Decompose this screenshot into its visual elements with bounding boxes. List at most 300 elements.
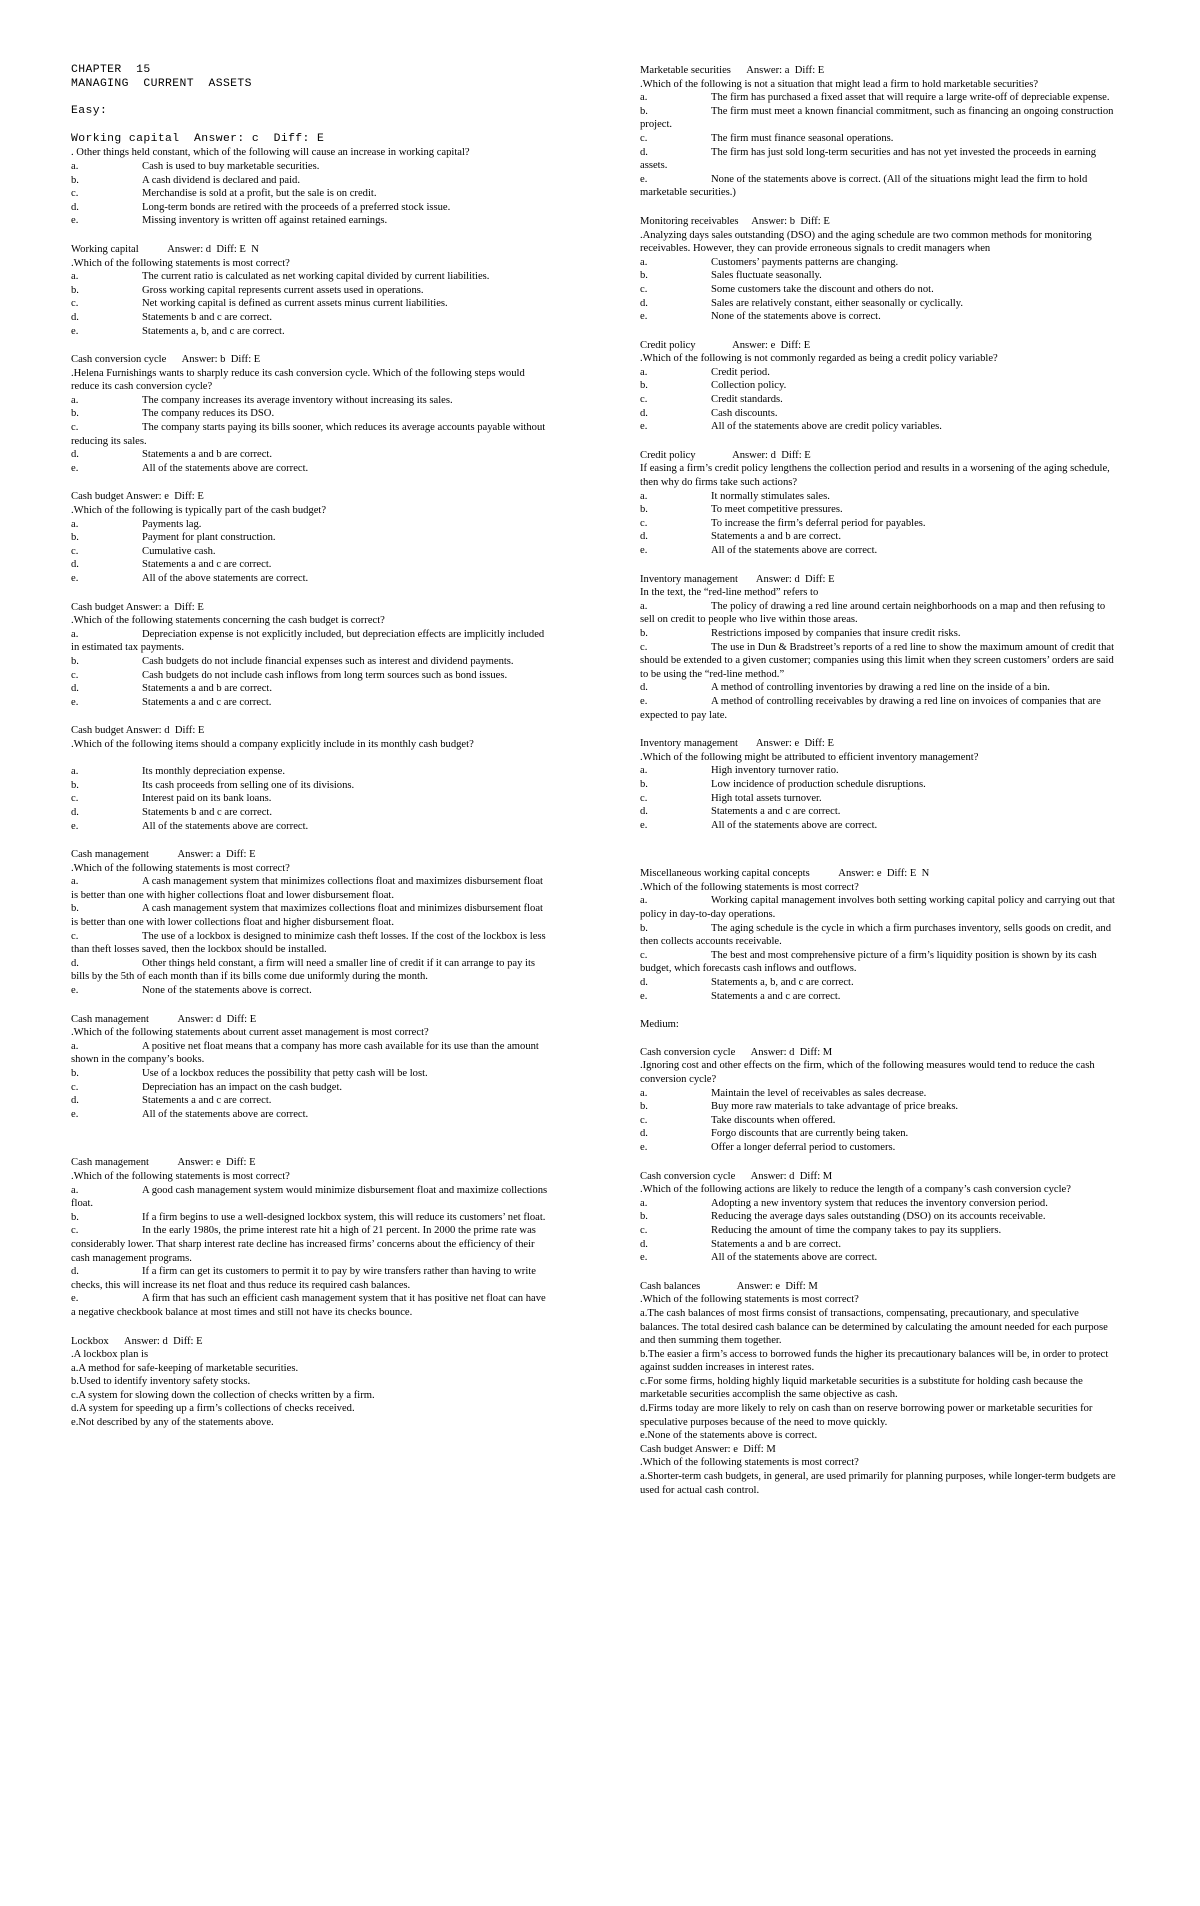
answer-option [640,1087,1120,1101]
question-block [71,848,551,998]
question-stem: .Which of the following statements is most correct? [640,1294,859,1306]
option-text: The company increases its average inventory without increasing its sales. [142,394,453,406]
option-text: A good cash management system would minimize disbursement float and maximize collections float. [71,1184,548,1210]
question-meta: Miscellaneous working capital concepts Answer: e Diff: E N [640,868,930,880]
question-block [71,353,551,475]
option-text: A method of controlling inventories by drawing a red line on the inside of a bin. [711,682,1050,694]
option-letter: c. [71,1389,79,1401]
answer-option [640,1141,1120,1155]
level-easy-heading: Easy: [71,105,108,118]
option-letter: a. [640,600,648,612]
answer-option [71,1094,551,1108]
answer-option [640,922,1120,949]
answer-option [640,695,1120,722]
option-letter: c. [71,1081,79,1093]
option-text: Missing inventory is written off against retained earnings. [142,215,388,227]
option-text: Statements a and c are correct. [711,990,841,1002]
option-letter: a. [71,1040,79,1052]
option-letter: b. [71,284,79,296]
question-meta: Cash budget Answer: a Diff: E [71,601,204,613]
question-stem: .Which of the following items should a company explicitly include in its monthly cash budget? [71,738,474,750]
option-letter: e. [640,311,648,323]
answer-option [71,462,551,476]
answer-option [71,1067,551,1081]
option-text: Sales are relatively constant, either seasonally or cyclically. [711,297,963,309]
chapter-title: MANAGING CURRENT ASSETS [71,77,252,90]
option-text: Some customers take the discount and others do not. [711,283,934,295]
answer-option [71,1081,551,1095]
answer-option [640,297,1120,311]
right-question-list [640,64,1120,1497]
option-text: In the early 1980s, the prime interest rate hit a high of 21 percent. In 2000 the prime rate was considerably lower. That sharp interest rate decline has increased firms’ concerns about the efficiency of their cash management programs. [71,1225,536,1264]
option-letter: e. [640,421,648,433]
option-letter: a. [640,92,648,104]
option-text: Used to identify inventory safety stocks. [78,1376,251,1388]
option-text: All of the statements above are correct. [142,820,309,832]
option-text: A system for speeding up a firm’s collections of checks received. [78,1403,355,1415]
option-letter: a. [71,876,79,888]
question-block [640,1280,1120,1443]
question-block [71,133,551,228]
option-letter: e. [71,573,79,584]
option-letter: c. [640,132,648,144]
question-block [71,1156,551,1319]
option-letter: d. [640,1403,648,1415]
answer-option [71,1265,551,1292]
option-letter: c. [71,188,79,200]
answer-option [71,669,551,683]
option-letter: b. [640,1211,648,1223]
answer-option [71,1402,551,1416]
option-letter: e. [640,1430,648,1442]
answer-option [640,1100,1120,1114]
answer-option [640,517,1120,531]
option-text: The company reduces its DSO. [142,408,275,420]
option-letter: c. [640,517,648,529]
option-letter: c. [640,283,648,295]
question-block [71,724,551,833]
answer-option [640,1224,1120,1238]
option-text: All of the statements above are correct. [142,462,309,474]
option-text: Statements a and c are correct. [142,559,272,571]
question-meta: Cash budget Answer: e Diff: E [71,491,204,503]
option-text: Statements a and c are correct. [711,806,841,818]
answer-option [640,949,1120,976]
answer-option [71,1292,551,1319]
answer-option [640,379,1120,393]
option-text: High inventory turnover ratio. [711,765,839,777]
option-letter: e. [71,985,79,997]
option-letter: c. [71,422,79,434]
option-letter: c. [71,793,79,805]
answer-option [71,696,551,710]
answer-option [640,778,1120,792]
answer-option [71,311,551,325]
answer-option [640,1238,1120,1252]
answer-option [640,91,1120,105]
answer-option [71,875,551,902]
question-meta: Cash conversion cycle Answer: d Diff: M [640,1170,833,1182]
question-block [640,449,1120,558]
question-stem: .Helena Furnishings wants to sharply reduce its cash conversion cycle. Which of the following steps would reduce its cash conversion cycle? [71,367,525,393]
option-letter: c. [71,930,79,942]
answer-option [640,641,1120,682]
option-letter: b. [640,778,648,790]
option-text: The firm must finance seasonal operations. [711,132,894,144]
option-letter: b. [71,903,79,915]
option-text: Payments lag. [142,518,202,530]
option-letter: a. [71,1362,79,1374]
answer-option [71,902,551,929]
answer-option [71,531,551,545]
option-text: All of the above statements are correct. [142,573,309,584]
question-meta: Cash management Answer: e Diff: E [71,1157,256,1169]
question-stem: In the text, the “red-line method” refers to [640,587,819,599]
option-text: A positive net float means that a company has more cash available for its use than the amount shown in the company’s books. [71,1040,539,1066]
question-stem: If easing a firm’s credit policy lengthens the collection period and results in a worsening of the aging schedule, then why do firms take such actions? [640,463,1110,489]
option-text: Net working capital is defined as current assets minus current liabilities. [142,298,448,310]
answer-option [71,655,551,669]
answer-option [71,394,551,408]
option-letter: a. [640,490,648,502]
answer-option [640,146,1120,173]
option-text: The best and most comprehensive picture of a firm’s liquidity position is shown by its cash budget, which forecasts cash inflows and outflows. [640,949,1097,975]
option-text: Statements a and c are correct. [142,1095,272,1107]
option-text: Merchandise is sold at a profit, but the sale is on credit. [142,188,377,200]
question-meta: Monitoring receivables Answer: b Diff: E [640,215,830,227]
option-text: Credit period. [711,366,770,378]
right-column [640,64,1120,1512]
question-block [640,1046,1120,1155]
option-letter: b. [640,922,648,934]
option-letter: e. [71,820,79,832]
option-letter: b. [640,1101,648,1113]
answer-option [640,990,1120,1004]
option-letter: b. [640,504,648,516]
question-stem: .Which of the following actions are likely to reduce the length of a company’s cash conversion cycle? [640,1184,1071,1196]
option-text: Sales fluctuate seasonally. [711,270,822,282]
option-letter: a. [640,1197,648,1209]
answer-option [71,160,551,174]
option-letter: e. [71,462,79,474]
spacer [640,847,1120,867]
answer-option [71,297,551,311]
option-letter: d. [71,311,79,323]
option-text: The use of a lockbox is designed to minimize cash theft losses. If the cost of the lockbox is less than theft losses saved, then the lockbox should be installed. [71,930,546,956]
answer-option [71,682,551,696]
option-text: Buy more raw materials to take advantage of price breaks. [711,1101,959,1113]
option-letter: d. [640,407,648,419]
answer-option [640,1348,1120,1375]
option-letter: b. [640,270,648,282]
question-block [71,601,551,710]
option-text: The company starts paying its bills sooner, which reduces its average accounts payable without reducing its sales. [71,422,546,447]
question-meta: Cash budget Answer: e Diff: M [640,1443,776,1455]
answer-option [71,558,551,572]
answer-option [640,1210,1120,1224]
option-letter: a. [640,1471,648,1483]
option-letter: c. [640,1224,648,1236]
question-block [640,339,1120,434]
answer-option [640,530,1120,544]
option-letter: e. [71,696,79,708]
option-letter: e. [640,1252,648,1264]
answer-option [640,490,1120,504]
option-text: Use of a lockbox reduces the possibility that petty cash will be lost. [142,1068,428,1079]
option-letter: b. [640,380,648,392]
option-letter: d. [71,201,79,213]
option-letter: b. [71,1211,79,1223]
level-medium-heading: Medium: [640,1019,679,1031]
answer-option [640,819,1120,833]
question-meta: Credit policy Answer: e Diff: E [640,339,811,351]
option-text: Firms today are more likely to rely on cash than on reserve borrowing power or marketable securities for speculative purposes because of the need to move quickly. [640,1403,1093,1428]
option-text: Take discounts when offered. [711,1114,836,1126]
question-stem: .Which of the following statements is most correct? [640,881,859,893]
option-letter: c. [71,298,79,310]
option-text: The firm has purchased a fixed asset that will require a large write-off of depreciable expense. [711,92,1110,104]
option-letter: e. [640,1141,648,1153]
answer-option [71,820,551,834]
question-block [640,1443,1120,1497]
option-letter: d. [71,449,79,461]
answer-option [640,310,1120,324]
option-text: Depreciation expense is not explicitly included, but depreciation effects are implicitly included in estimated tax payments. [71,628,545,654]
option-letter: d. [71,1266,79,1278]
option-letter: b. [71,1068,79,1079]
option-letter: a. [71,1184,79,1196]
option-letter: a. [640,1307,648,1319]
option-text: Collection policy. [711,380,787,392]
answer-option [640,1127,1120,1141]
option-text: Adopting a new inventory system that reduces the inventory conversion period. [711,1197,1048,1209]
option-letter: e. [640,173,648,185]
option-text: Statements b and c are correct. [142,806,273,818]
answer-option [71,421,551,448]
answer-option [71,545,551,559]
question-block [640,1170,1120,1265]
option-text: To meet competitive pressures. [711,504,843,516]
option-letter: e. [640,819,648,831]
option-letter: c. [71,669,79,681]
question-stem: .Which of the following statements is most correct? [71,862,290,874]
answer-option [640,1307,1120,1348]
option-letter: a. [71,160,79,172]
question-stem: .Which of the following is not a situation that might lead a firm to hold marketable securities? [640,78,1039,90]
option-letter: e. [640,545,648,556]
option-text: Working capital management involves both setting working capital policy and carrying out that policy in day-to-day operations. [640,895,1115,921]
option-text: The firm must meet a known financial commitment, such as financing an ongoing construction project. [640,105,1114,131]
question-meta: Inventory management Answer: d Diff: E [640,573,835,585]
option-letter: e. [71,215,79,227]
option-letter: a. [640,366,648,378]
option-text: The cash balances of most firms consist of transactions, compensating, precautionary, and speculative balances. The total desired cash balance can be determined by calculating the amount needed for each purpose and then summing them together. [640,1307,1108,1347]
answer-option [640,1429,1120,1443]
option-text: Shorter-term cash budgets, in general, are used primarily for planning purposes, while longer-term budgets are used for actual cash control. [640,1471,1116,1496]
option-text: A firm that has such an efficient cash management system that it has positive net float can have a negative checkbook balance at most times and still not have its checks bounce. [71,1293,546,1318]
option-letter: b. [71,532,79,544]
option-letter: c. [640,792,648,804]
question-stem: .Which of the following statements concerning the cash budget is correct? [71,615,385,627]
question-stem: .Which of the following statements is most correct? [71,257,290,269]
question-meta: Cash budget Answer: d Diff: E [71,725,205,737]
answer-option [71,572,551,586]
question-stem: .Which of the following statements is most correct? [71,1170,290,1182]
blank-line [71,752,551,766]
answer-option [640,132,1120,146]
option-letter: a. [640,895,648,907]
answer-option [71,1211,551,1225]
question-block [71,243,551,338]
question-meta: Working capital Answer: d Diff: E N [71,243,259,255]
answer-option [640,600,1120,627]
option-text: Cash is used to buy marketable securities. [142,160,320,172]
option-text: It normally stimulates sales. [711,490,830,502]
question-meta: Cash balances Answer: e Diff: M [640,1280,818,1292]
left-column [71,64,551,1445]
answer-option [71,1389,551,1403]
option-letter: d. [640,1238,648,1250]
option-letter: c. [640,394,648,406]
option-letter: c. [640,1375,648,1387]
option-text: Statements b and c are correct. [142,311,273,323]
option-text: All of the statements above are credit policy variables. [711,421,942,433]
option-text: Offer a longer deferral period to customers. [711,1141,896,1153]
question-meta: Cash management Answer: d Diff: E [71,1013,257,1025]
option-text: Maintain the level of receivables as sales decrease. [711,1087,927,1099]
option-text: All of the statements above are correct. [711,545,878,556]
question-meta: Marketable securities Answer: a Diff: E [640,65,825,76]
answer-option [640,894,1120,921]
answer-option [71,1184,551,1211]
answer-option [640,105,1120,132]
question-block [640,737,1120,832]
option-letter: b. [640,1348,648,1360]
option-text: Cumulative cash. [142,545,216,557]
option-text: Cash budgets do not include cash inflows from long term sources such as bond issues. [142,669,508,681]
option-text: The aging schedule is the cycle in which a firm purchases inventory, sells goods on credit, and then collects accounts receivable. [640,922,1111,948]
option-letter: b. [71,779,79,791]
answer-option [640,544,1120,558]
option-letter: d. [71,1095,79,1107]
question-block [640,573,1120,723]
question-stem: .Which of the following statements about current asset management is most correct? [71,1027,429,1039]
answer-option [640,1470,1120,1497]
option-letter: e. [640,695,648,707]
answer-option [71,284,551,298]
option-text: Gross working capital represents current assets used in operations. [142,284,424,296]
option-letter: b. [71,1376,79,1388]
question-block [71,1013,551,1122]
option-text: Reducing the amount of time the company takes to pay its suppliers. [711,1224,1002,1236]
option-text: The easier a firm’s access to borrowed funds the higher its precautionary balances will be, in order to protect against sudden increases in interest rates. [640,1348,1109,1374]
option-text: A system for slowing down the collection of checks written by a firm. [78,1389,375,1401]
option-text: If a firm begins to use a well-designed lockbox system, this will reduce its customers’ net float. [142,1211,546,1223]
option-text: Statements a and c are correct. [142,696,272,708]
option-letter: a. [640,765,648,777]
option-letter: b. [640,627,648,639]
question-meta: Working capital Answer: c Diff: E [71,132,325,145]
option-letter: d. [640,146,648,158]
option-letter: c. [71,1225,79,1237]
answer-option [640,792,1120,806]
spacer [71,1136,551,1156]
answer-option [71,779,551,793]
option-letter: a. [71,271,79,283]
option-text: A cash management system that minimizes collections float and maximizes disbursement float is better than one with higher collections float and lower disbursement float. [71,876,543,901]
answer-option [640,764,1120,778]
option-letter: a. [71,518,79,530]
question-stem: .Which of the following statements is most correct? [640,1457,859,1469]
option-letter: d. [640,531,648,543]
answer-option [71,930,551,957]
option-letter: d. [640,806,648,818]
option-text: If a firm can get its customers to permit it to pay by wire transfers rather than having to write checks, this will increase its net float and thus reduce its required cash balances. [71,1266,536,1291]
option-text: Its cash proceeds from selling one of its divisions. [142,779,355,791]
chapter-number: CHAPTER 15 [71,64,151,76]
answer-option [640,1402,1120,1429]
answer-option [640,283,1120,297]
answer-option [71,1375,551,1389]
option-text: Statements a, b, and c are correct. [711,977,854,989]
question-meta: Inventory management Answer: e Diff: E [640,738,834,750]
option-text: Forgo discounts that are currently being taken. [711,1128,909,1140]
option-letter: c. [640,1114,648,1126]
question-stem: .Which of the following is typically part of the cash budget? [71,505,327,517]
option-letter: d. [640,682,648,694]
option-letter: d. [71,806,79,818]
question-stem: . Other things held constant, which of the following will cause an increase in working capital? [71,147,470,159]
option-letter: b. [71,174,79,186]
answer-option [71,214,551,228]
option-text: For some firms, holding highly liquid marketable securities is a substitute for holding cash because the marketable securities accomplish the same objective as cash. [640,1375,1083,1401]
answer-option [71,1362,551,1376]
option-text: All of the statements above are correct. [711,819,878,831]
option-text: A cash dividend is declared and paid. [142,174,300,186]
answer-option [640,805,1120,819]
chapter-heading [71,64,551,91]
option-text: Interest paid on its bank loans. [142,793,272,805]
answer-option [640,407,1120,421]
option-letter: c. [640,949,648,961]
option-letter: e. [640,990,648,1002]
question-block [71,1335,551,1430]
option-letter: b. [640,105,648,117]
option-text: Customers’ payments patterns are changing. [711,256,899,268]
question-stem: .Ignoring cost and other effects on the firm, which of the following measures would tend to reduce the cash conversion cycle? [640,1060,1095,1085]
option-letter: e. [71,1293,79,1305]
option-text: Statements a and b are correct. [142,683,273,695]
option-text: Payment for plant construction. [142,532,276,544]
option-text: None of the statements above is correct. (All of the situations might lead the firm to hold marketable securities.) [640,173,1088,199]
question-meta: Cash conversion cycle Answer: d Diff: M [640,1046,833,1058]
question-block [640,64,1120,200]
question-stem: .Which of the following might be attributed to efficient inventory management? [640,751,979,763]
answer-option [71,1040,551,1067]
option-text: A method for safe-keeping of marketable securities. [78,1362,299,1374]
option-letter: b. [71,655,79,667]
option-text: Long-term bonds are retired with the proceeds of a preferred stock issue. [142,201,451,213]
answer-option [71,765,551,779]
option-letter: e. [71,1108,79,1120]
option-letter: d. [640,1128,648,1140]
answer-option [71,174,551,188]
option-letter: a. [640,256,648,268]
option-letter: c. [71,545,79,557]
answer-option [71,792,551,806]
option-letter: d. [71,957,79,969]
option-letter: d. [71,1403,79,1415]
